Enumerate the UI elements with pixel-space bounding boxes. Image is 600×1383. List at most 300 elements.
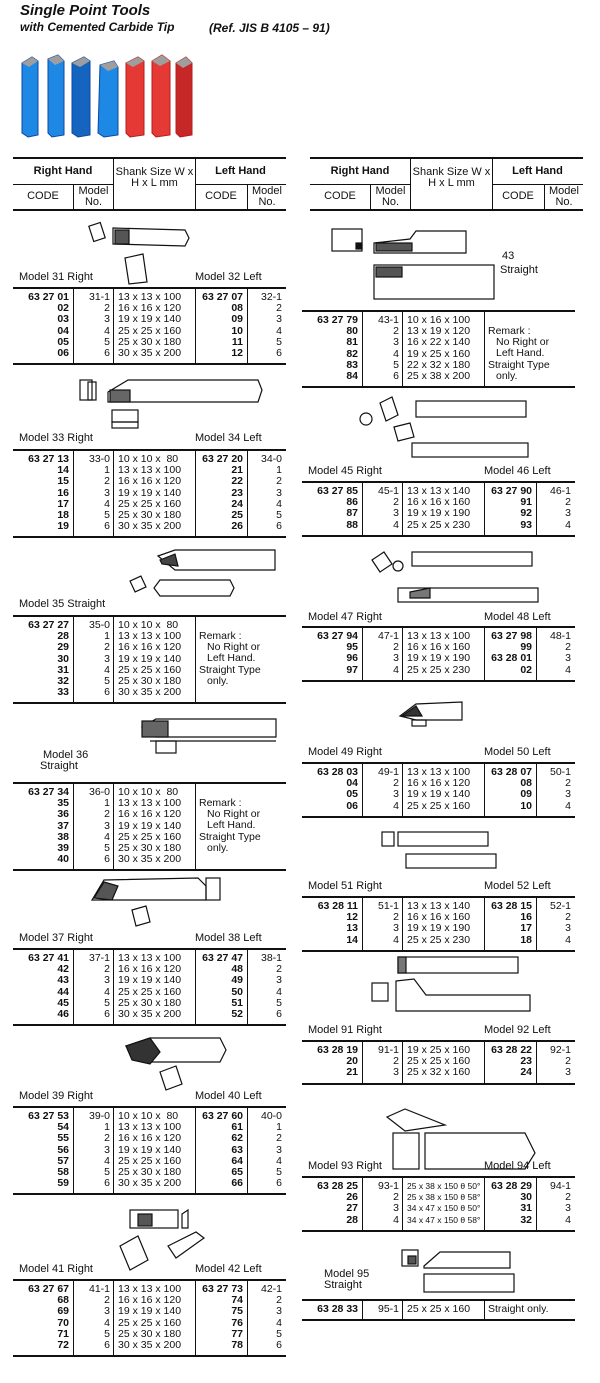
header-model-no-2: Model No. bbox=[375, 185, 406, 208]
size-column-47-row: 13 x 13 x 100 bbox=[407, 630, 471, 642]
size-column-37-row: 19 x 19 x 140 bbox=[118, 974, 182, 987]
section-label-left-31: Model 32 Left bbox=[195, 271, 262, 283]
remark-line: Straight Type bbox=[488, 358, 550, 371]
remark-line: Remark : bbox=[199, 797, 242, 809]
left-code-column-41-row: 78 bbox=[231, 1339, 243, 1352]
section-label-right-33: Model 33 Right bbox=[19, 432, 93, 444]
code-column-33-row: 18 bbox=[57, 509, 69, 522]
left-model-column-47-row: 3 bbox=[565, 652, 571, 665]
remark-line: only. bbox=[496, 369, 518, 382]
page-title: Single Point Tools bbox=[20, 2, 151, 19]
code-column-31-row: 06 bbox=[57, 347, 69, 360]
size-column-31-row: 13 x 13 x 100 bbox=[118, 291, 182, 303]
size-column-39-row: 19 x 19 x 140 bbox=[118, 1143, 182, 1156]
left-code-column-37-row: 49 bbox=[231, 974, 243, 987]
section-label-right-51: Model 51 Right bbox=[308, 880, 382, 892]
tool-drawing-35 bbox=[130, 548, 280, 603]
model-column-31 bbox=[75, 292, 110, 359]
code-column-33-row: 14 bbox=[57, 464, 69, 477]
size-column-35-row: 25 x 30 x 180 bbox=[118, 675, 182, 688]
size-column-49 bbox=[407, 767, 483, 812]
code-column-39-row: 55 bbox=[57, 1132, 69, 1145]
section-label-right-39: Model 39 Right bbox=[19, 1090, 93, 1102]
left-model-column-91-row: 3 bbox=[565, 1066, 571, 1079]
code-column-45 bbox=[304, 486, 358, 531]
section-label-left-45: Model 46 Left bbox=[484, 465, 551, 477]
code-column-37-row: 42 bbox=[57, 963, 69, 976]
remark-line: No Right or bbox=[496, 336, 550, 349]
size-column-47-row: 16 x 16 x 160 bbox=[407, 641, 471, 654]
left-code-column-33-row: 63 27 20 bbox=[202, 453, 243, 465]
left-code-column-37-row: 51 bbox=[231, 996, 243, 1009]
code-column-36-row: 35 bbox=[57, 797, 69, 810]
model-column-39 bbox=[75, 1111, 110, 1189]
model-column-35-row: 2 bbox=[104, 641, 110, 654]
model-column-45-row: 45-1 bbox=[377, 485, 399, 497]
section-label2-43: Straight bbox=[500, 264, 538, 276]
left-model-column-41-row: 2 bbox=[276, 1294, 282, 1307]
left-code-column-39-row: 65 bbox=[231, 1166, 243, 1179]
size-column-36-row: 16 x 16 x 120 bbox=[118, 808, 182, 821]
left-model-column-45-row: 2 bbox=[565, 496, 571, 509]
model-column-51 bbox=[364, 901, 399, 946]
tool-drawing-31 bbox=[85, 220, 195, 285]
left-code-column-41-row: 74 bbox=[231, 1294, 243, 1307]
model-column-31-row: 3 bbox=[104, 313, 110, 326]
left-code-column-33-row: 21 bbox=[231, 464, 243, 477]
size-column-51 bbox=[407, 901, 483, 946]
tool-drawing-33 bbox=[78, 376, 268, 431]
left-code-column-45-row: 93 bbox=[520, 518, 532, 531]
section-label-95: Model 95 bbox=[324, 1268, 370, 1280]
left-model-column-37-row: 38-1 bbox=[260, 952, 282, 964]
model-column-93-row: 2 bbox=[393, 1191, 399, 1204]
size-column-39 bbox=[118, 1111, 194, 1189]
size-column-33-row: 16 x 16 x 120 bbox=[118, 475, 182, 488]
left-code-column-47-row: 02 bbox=[520, 663, 532, 676]
model-column-39-row: 6 bbox=[104, 1177, 110, 1190]
left-model-column-31-row: 3 bbox=[276, 313, 282, 326]
code-column-41 bbox=[15, 1284, 69, 1351]
remark-line: Remark : bbox=[488, 325, 531, 337]
left-model-column-37-row: 4 bbox=[276, 985, 282, 998]
left-model-column-51-row: 3 bbox=[565, 922, 571, 935]
model-column-31-row: 6 bbox=[104, 347, 110, 360]
model-column-33-row: 4 bbox=[104, 497, 110, 510]
spec-table-41 bbox=[13, 1279, 286, 1357]
code-column-39-row: 59 bbox=[57, 1177, 69, 1190]
left-model-column-33-row: 34-0 bbox=[260, 453, 282, 465]
code-column-49-row: 05 bbox=[346, 788, 358, 801]
size-column-41-row: 30 x 35 x 200 bbox=[118, 1339, 182, 1352]
left-model-column-47-row: 4 bbox=[565, 663, 571, 676]
model-column-41-row: 4 bbox=[104, 1316, 110, 1329]
section-label2-36: Straight bbox=[40, 760, 78, 772]
model-column-37-row: 4 bbox=[104, 985, 110, 998]
code-column-95 bbox=[304, 1304, 358, 1315]
left-model-column-33-row: 6 bbox=[276, 520, 282, 533]
section-label-right-45: Model 45 Right bbox=[308, 465, 382, 477]
remark-line: Straight Type bbox=[199, 663, 261, 676]
size-column-33-row: 13 x 13 x 100 bbox=[118, 464, 182, 477]
left-code-column-39-row: 61 bbox=[231, 1121, 243, 1134]
code-column-93-row: 26 bbox=[346, 1191, 358, 1204]
size-column-36 bbox=[118, 787, 194, 865]
remark-35 bbox=[199, 631, 261, 687]
left-model-column-47 bbox=[538, 631, 571, 676]
code-column-31-row: 04 bbox=[57, 324, 69, 337]
model-column-41-row: 3 bbox=[104, 1305, 110, 1318]
spec-table-43 bbox=[302, 310, 575, 388]
model-column-37-row: 2 bbox=[104, 963, 110, 976]
header-left-hand: Left Hand bbox=[215, 165, 266, 177]
model-column-31-row: 2 bbox=[104, 302, 110, 315]
code-column-33 bbox=[15, 454, 69, 532]
header-model-no-left-2: Model No. bbox=[549, 185, 579, 208]
section-label-left-39: Model 40 Left bbox=[195, 1090, 262, 1102]
left-code-column-51-row: 16 bbox=[520, 911, 532, 924]
size-column-95-row: 25 x 25 x 160 bbox=[407, 1303, 471, 1315]
left-model-column-37-row: 5 bbox=[276, 996, 282, 1009]
code-column-47-row: 97 bbox=[346, 663, 358, 676]
left-code-column-45-row: 92 bbox=[520, 507, 532, 520]
model-column-47-row: 2 bbox=[393, 641, 399, 654]
model-column-41-row: 6 bbox=[104, 1339, 110, 1352]
section-label-right-93: Model 93 Right bbox=[308, 1160, 382, 1172]
size-column-39-row: 10 x 10 x 80 bbox=[118, 1110, 179, 1122]
size-column-49-row: 13 x 13 x 100 bbox=[407, 766, 471, 778]
left-code-column-45-row: 63 27 90 bbox=[491, 485, 532, 497]
header-code-2: CODE bbox=[324, 190, 356, 202]
left-model-column-41-row: 5 bbox=[276, 1327, 282, 1340]
code-column-47-row: 96 bbox=[346, 652, 358, 665]
left-model-column-39-row: 5 bbox=[276, 1166, 282, 1179]
left-model-column-39-row: 2 bbox=[276, 1132, 282, 1145]
model-column-39-row: 5 bbox=[104, 1166, 110, 1179]
size-column-93-row: 25 x 38 x 150 θ 58° bbox=[407, 1192, 481, 1203]
left-model-column-93-row: 94-1 bbox=[549, 1180, 571, 1192]
size-column-93-row: 34 x 47 x 150 θ 50° bbox=[407, 1203, 481, 1214]
model-column-47-row: 4 bbox=[393, 663, 399, 676]
size-column-35-row: 30 x 35 x 200 bbox=[118, 686, 182, 699]
code-column-41-row: 72 bbox=[57, 1339, 69, 1352]
page-subtitle: with Cemented Carbide Tip bbox=[20, 20, 175, 34]
code-column-49-row: 63 28 03 bbox=[317, 766, 358, 778]
code-column-45-row: 63 27 85 bbox=[317, 485, 358, 497]
section-label-left-37: Model 38 Left bbox=[195, 932, 262, 944]
remark-43 bbox=[488, 326, 550, 382]
model-column-33-row: 1 bbox=[104, 464, 110, 477]
code-column-33-row: 63 27 13 bbox=[28, 453, 69, 465]
model-column-33-row: 5 bbox=[104, 509, 110, 522]
header-right-hand-2: Right Hand bbox=[330, 165, 390, 177]
model-column-49-row: 4 bbox=[393, 799, 399, 812]
left-code-column-49-row: 08 bbox=[520, 777, 532, 790]
code-column-31 bbox=[15, 292, 69, 359]
left-model-column-49-row: 4 bbox=[565, 799, 571, 812]
left-model-column-31 bbox=[249, 292, 282, 359]
spec-table-36 bbox=[13, 782, 286, 871]
code-column-93 bbox=[304, 1181, 358, 1226]
model-column-35-row: 35-0 bbox=[88, 619, 110, 631]
left-code-column-51 bbox=[486, 901, 532, 946]
model-column-95 bbox=[364, 1304, 399, 1315]
size-column-31-row: 25 x 25 x 160 bbox=[118, 324, 182, 337]
model-column-93-row: 4 bbox=[393, 1213, 399, 1226]
model-column-31-row: 4 bbox=[104, 324, 110, 337]
model-column-51-row: 51-1 bbox=[377, 900, 399, 912]
left-model-column-33-row: 4 bbox=[276, 497, 282, 510]
size-column-43-row: 19 x 25 x 160 bbox=[407, 347, 471, 360]
spec-table-51 bbox=[302, 896, 575, 952]
left-code-column-49-row: 10 bbox=[520, 799, 532, 812]
code-column-35-row: 63 27 27 bbox=[28, 619, 69, 631]
size-column-36-row: 13 x 13 x 100 bbox=[118, 797, 182, 810]
spec-table-95 bbox=[302, 1299, 575, 1321]
left-model-column-49-row: 2 bbox=[565, 777, 571, 790]
size-column-35-row: 13 x 13 x 100 bbox=[118, 630, 182, 643]
model-column-91-row: 3 bbox=[393, 1066, 399, 1079]
code-column-36 bbox=[15, 787, 69, 865]
size-column-95 bbox=[407, 1304, 483, 1315]
left-code-column-41-row: 63 27 73 bbox=[202, 1283, 243, 1295]
code-column-43-row: 83 bbox=[346, 358, 358, 371]
left-code-column-47-row: 63 27 98 bbox=[491, 630, 532, 642]
code-column-39-row: 57 bbox=[57, 1154, 69, 1167]
model-column-51-row: 3 bbox=[393, 922, 399, 935]
tool-drawing-36 bbox=[140, 715, 280, 760]
model-column-39-row: 4 bbox=[104, 1154, 110, 1167]
code-column-51-row: 63 28 11 bbox=[317, 900, 358, 912]
model-column-35-row: 4 bbox=[104, 663, 110, 676]
size-column-47-row: 25 x 25 x 230 bbox=[407, 663, 471, 676]
left-model-column-37-row: 6 bbox=[276, 1008, 282, 1021]
left-model-column-39-row: 4 bbox=[276, 1154, 282, 1167]
code-column-36-row: 39 bbox=[57, 842, 69, 855]
section-label-left-93: Model 94 Left bbox=[484, 1160, 551, 1172]
size-column-45-row: 13 x 13 x 140 bbox=[407, 485, 471, 497]
size-column-93-row: 25 x 38 x 150 θ 50° bbox=[407, 1181, 481, 1191]
left-model-column-31-row: 6 bbox=[276, 347, 282, 360]
code-column-39-row: 54 bbox=[57, 1121, 69, 1134]
code-column-93-row: 28 bbox=[346, 1213, 358, 1226]
blue-tool-4 bbox=[98, 61, 118, 137]
code-column-39 bbox=[15, 1111, 69, 1189]
model-column-49 bbox=[364, 767, 399, 812]
left-model-column-47-row: 2 bbox=[565, 641, 571, 654]
code-column-47 bbox=[304, 631, 358, 676]
code-column-39-row: 56 bbox=[57, 1143, 69, 1156]
size-column-35-row: 25 x 25 x 160 bbox=[118, 663, 182, 676]
size-column-33-row: 10 x 10 x 80 bbox=[118, 453, 179, 465]
code-column-35-row: 31 bbox=[57, 663, 69, 676]
code-column-33-row: 19 bbox=[57, 520, 69, 533]
code-column-43-row: 63 27 79 bbox=[317, 314, 358, 326]
left-model-column-51 bbox=[538, 901, 571, 946]
code-column-36-row: 63 27 34 bbox=[28, 786, 69, 798]
left-model-column-31-row: 5 bbox=[276, 335, 282, 348]
left-model-column-33 bbox=[249, 454, 282, 532]
model-column-41-row: 5 bbox=[104, 1327, 110, 1340]
model-column-49-row: 3 bbox=[393, 788, 399, 801]
model-column-37-row: 5 bbox=[104, 996, 110, 1009]
left-model-column-49-row: 50-1 bbox=[549, 766, 571, 778]
code-column-93-row: 27 bbox=[346, 1202, 358, 1215]
model-column-41-row: 41-1 bbox=[88, 1283, 110, 1295]
size-column-43-row: 10 x 16 x 100 bbox=[407, 314, 471, 326]
model-column-35 bbox=[75, 620, 110, 698]
model-column-45-row: 3 bbox=[393, 507, 399, 520]
header-code-left: CODE bbox=[205, 190, 237, 202]
left-code-column-31 bbox=[197, 292, 243, 359]
size-column-37-row: 25 x 30 x 180 bbox=[118, 996, 182, 1009]
model-column-39-row: 3 bbox=[104, 1143, 110, 1156]
left-code-column-39-row: 63 bbox=[231, 1143, 243, 1156]
code-column-35-row: 32 bbox=[57, 675, 69, 688]
left-code-column-37-row: 50 bbox=[231, 985, 243, 998]
size-column-31 bbox=[118, 292, 194, 359]
left-code-column-39-row: 63 27 60 bbox=[202, 1110, 243, 1122]
model-column-43-row: 3 bbox=[393, 336, 399, 349]
left-code-column-51-row: 18 bbox=[520, 933, 532, 946]
model-column-93-row: 3 bbox=[393, 1202, 399, 1215]
left-code-column-91-row: 24 bbox=[520, 1066, 532, 1079]
section-label-right-41: Model 41 Right bbox=[19, 1263, 93, 1275]
left-model-column-31-row: 32-1 bbox=[260, 291, 282, 303]
size-column-43-row: 13 x 19 x 120 bbox=[407, 325, 471, 338]
left-model-column-37 bbox=[249, 953, 282, 1020]
code-column-37-row: 43 bbox=[57, 974, 69, 987]
code-column-37-row: 44 bbox=[57, 985, 69, 998]
size-column-35 bbox=[118, 620, 194, 698]
code-column-47-row: 95 bbox=[346, 641, 358, 654]
left-code-column-37-row: 48 bbox=[231, 963, 243, 976]
size-column-47 bbox=[407, 631, 483, 676]
code-column-33-row: 15 bbox=[57, 475, 69, 488]
section-label-left-33: Model 34 Left bbox=[195, 432, 262, 444]
remark-95 bbox=[488, 1304, 549, 1315]
remark-line: Left Hand. bbox=[207, 652, 256, 665]
header-model-no: Model No. bbox=[78, 185, 109, 208]
code-column-41-row: 70 bbox=[57, 1316, 69, 1329]
left-code-column-37-row: 63 27 47 bbox=[202, 952, 243, 964]
model-column-43-row: 5 bbox=[393, 358, 399, 371]
size-column-93 bbox=[407, 1181, 483, 1226]
left-code-column-33-row: 25 bbox=[231, 509, 243, 522]
model-column-39-row: 1 bbox=[104, 1121, 110, 1134]
model-column-33-row: 2 bbox=[104, 475, 110, 488]
model-column-36-row: 3 bbox=[104, 819, 110, 832]
model-column-36-row: 4 bbox=[104, 830, 110, 843]
size-column-43 bbox=[407, 315, 483, 382]
model-column-35-row: 6 bbox=[104, 686, 110, 699]
tool-drawing-37 bbox=[88, 872, 238, 927]
spec-table-39 bbox=[13, 1106, 286, 1195]
size-column-39-row: 13 x 13 x 100 bbox=[118, 1121, 182, 1134]
left-model-column-37-row: 3 bbox=[276, 974, 282, 987]
tool-drawing-51 bbox=[380, 828, 500, 873]
size-column-36-row: 19 x 19 x 140 bbox=[118, 819, 182, 832]
model-column-43-row: 6 bbox=[393, 370, 399, 383]
code-column-37-row: 45 bbox=[57, 996, 69, 1009]
model-column-39-row: 39-0 bbox=[88, 1110, 110, 1122]
right-table-header bbox=[310, 157, 583, 211]
model-column-31-row: 5 bbox=[104, 335, 110, 348]
left-code-column-33-row: 23 bbox=[231, 486, 243, 499]
left-model-column-49 bbox=[538, 767, 571, 812]
model-column-37-row: 6 bbox=[104, 1008, 110, 1021]
remark-line: only. bbox=[207, 674, 229, 687]
remark-line: Left Hand. bbox=[496, 347, 545, 360]
size-column-39-row: 30 x 35 x 200 bbox=[118, 1177, 182, 1190]
model-column-36-row: 2 bbox=[104, 808, 110, 821]
left-code-column-39-row: 66 bbox=[231, 1177, 243, 1190]
left-code-column-41-row: 75 bbox=[231, 1305, 243, 1318]
section-label-left-91: Model 92 Left bbox=[484, 1024, 551, 1036]
size-column-51-row: 19 x 19 x 190 bbox=[407, 922, 471, 935]
left-model-column-31-row: 2 bbox=[276, 302, 282, 315]
size-column-39-row: 25 x 25 x 160 bbox=[118, 1154, 182, 1167]
code-column-41-row: 68 bbox=[57, 1294, 69, 1307]
model-column-43-row: 2 bbox=[393, 325, 399, 338]
left-model-column-33-row: 1 bbox=[276, 464, 282, 477]
remark-36 bbox=[199, 798, 261, 854]
code-column-43-row: 84 bbox=[346, 370, 358, 383]
spec-table-93 bbox=[302, 1176, 575, 1232]
size-column-33-row: 30 x 35 x 200 bbox=[118, 520, 182, 533]
model-column-33-row: 33-0 bbox=[88, 453, 110, 465]
blue-tool-2 bbox=[48, 55, 64, 137]
model-column-33-row: 3 bbox=[104, 486, 110, 499]
left-code-column-49-row: 09 bbox=[520, 788, 532, 801]
tool-drawing-41 bbox=[108, 1206, 258, 1276]
section-label2-95: Straight bbox=[324, 1279, 362, 1291]
left-code-column-33-row: 26 bbox=[231, 520, 243, 533]
left-code-column-31-row: 12 bbox=[231, 347, 243, 360]
model-column-43-row: 43-1 bbox=[377, 314, 399, 326]
size-column-51-row: 25 x 25 x 230 bbox=[407, 933, 471, 946]
model-column-49-row: 49-1 bbox=[377, 766, 399, 778]
left-code-column-51-row: 63 28 15 bbox=[491, 900, 532, 912]
code-column-91-row: 63 28 19 bbox=[317, 1044, 358, 1056]
code-column-35-row: 28 bbox=[57, 630, 69, 643]
left-model-column-45-row: 4 bbox=[565, 518, 571, 531]
tool-drawing-95 bbox=[400, 1248, 520, 1298]
left-model-column-93-row: 4 bbox=[565, 1213, 571, 1226]
code-column-45-row: 88 bbox=[346, 518, 358, 531]
model-column-39-row: 2 bbox=[104, 1132, 110, 1145]
left-model-column-91 bbox=[538, 1045, 571, 1079]
size-column-45-row: 19 x 19 x 190 bbox=[407, 507, 471, 520]
size-column-41-row: 19 x 19 x 140 bbox=[118, 1305, 182, 1318]
size-column-43-row: 25 x 38 x 200 bbox=[407, 370, 471, 383]
code-column-36-row: 38 bbox=[57, 830, 69, 843]
model-column-33 bbox=[75, 454, 110, 532]
code-column-41-row: 63 27 67 bbox=[28, 1283, 69, 1295]
left-model-column-39 bbox=[249, 1111, 282, 1189]
spec-table-47 bbox=[302, 626, 575, 682]
size-column-45 bbox=[407, 486, 483, 531]
section-label-36: Model 36 bbox=[43, 749, 89, 761]
header-shank-size-2: Shank Size W x H x L mm bbox=[412, 166, 491, 189]
left-code-column-91 bbox=[486, 1045, 532, 1079]
section-label-right-37: Model 37 Right bbox=[19, 932, 93, 944]
model-column-37-row: 37-1 bbox=[88, 952, 110, 964]
left-code-column-47 bbox=[486, 631, 532, 676]
size-column-91 bbox=[407, 1045, 483, 1079]
left-model-column-41-row: 6 bbox=[276, 1339, 282, 1352]
model-column-37-row: 3 bbox=[104, 974, 110, 987]
